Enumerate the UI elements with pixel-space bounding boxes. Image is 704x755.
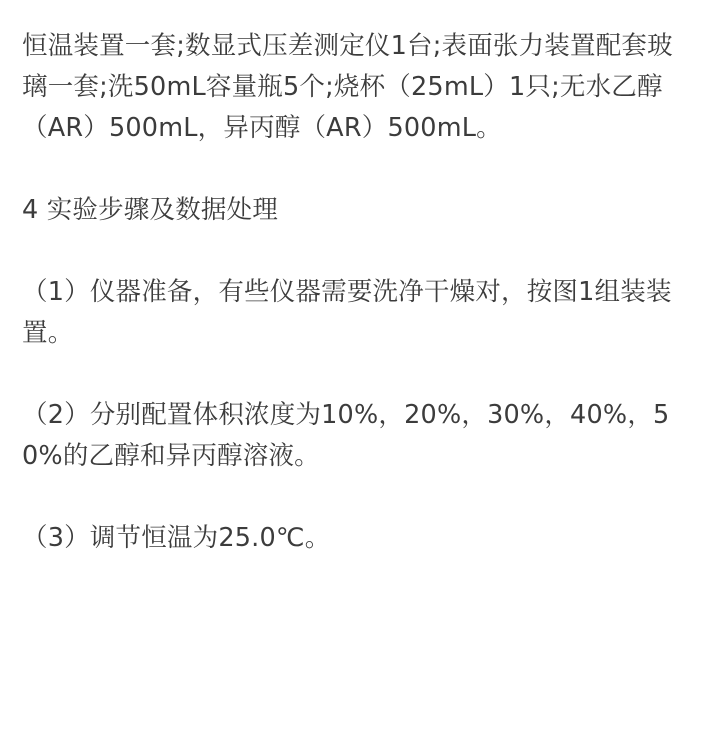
paragraph-step-3: （3）调节恒温为25.0℃。 (22, 523, 331, 553)
section-heading: 4 实验步骤及数据处理 (22, 195, 279, 225)
paragraph-materials: 恒温装置一套;数显式压差测定仪1台;表面张力装置配套玻璃一套;洗50mL容量瓶5个;烧杯（25mL）1只;无水乙醇（AR）500mL，异丙醇（AR）500mL。 (22, 31, 673, 143)
paragraph-step-1: （1）仪器准备，有些仪器需要洗净干燥对，按图1组装装置。 (22, 277, 672, 348)
paragraph-step-2: （2）分别配置体积浓度为10%，20%，30%，40%，50%的乙醇和异丙醇溶液。 (22, 400, 670, 471)
